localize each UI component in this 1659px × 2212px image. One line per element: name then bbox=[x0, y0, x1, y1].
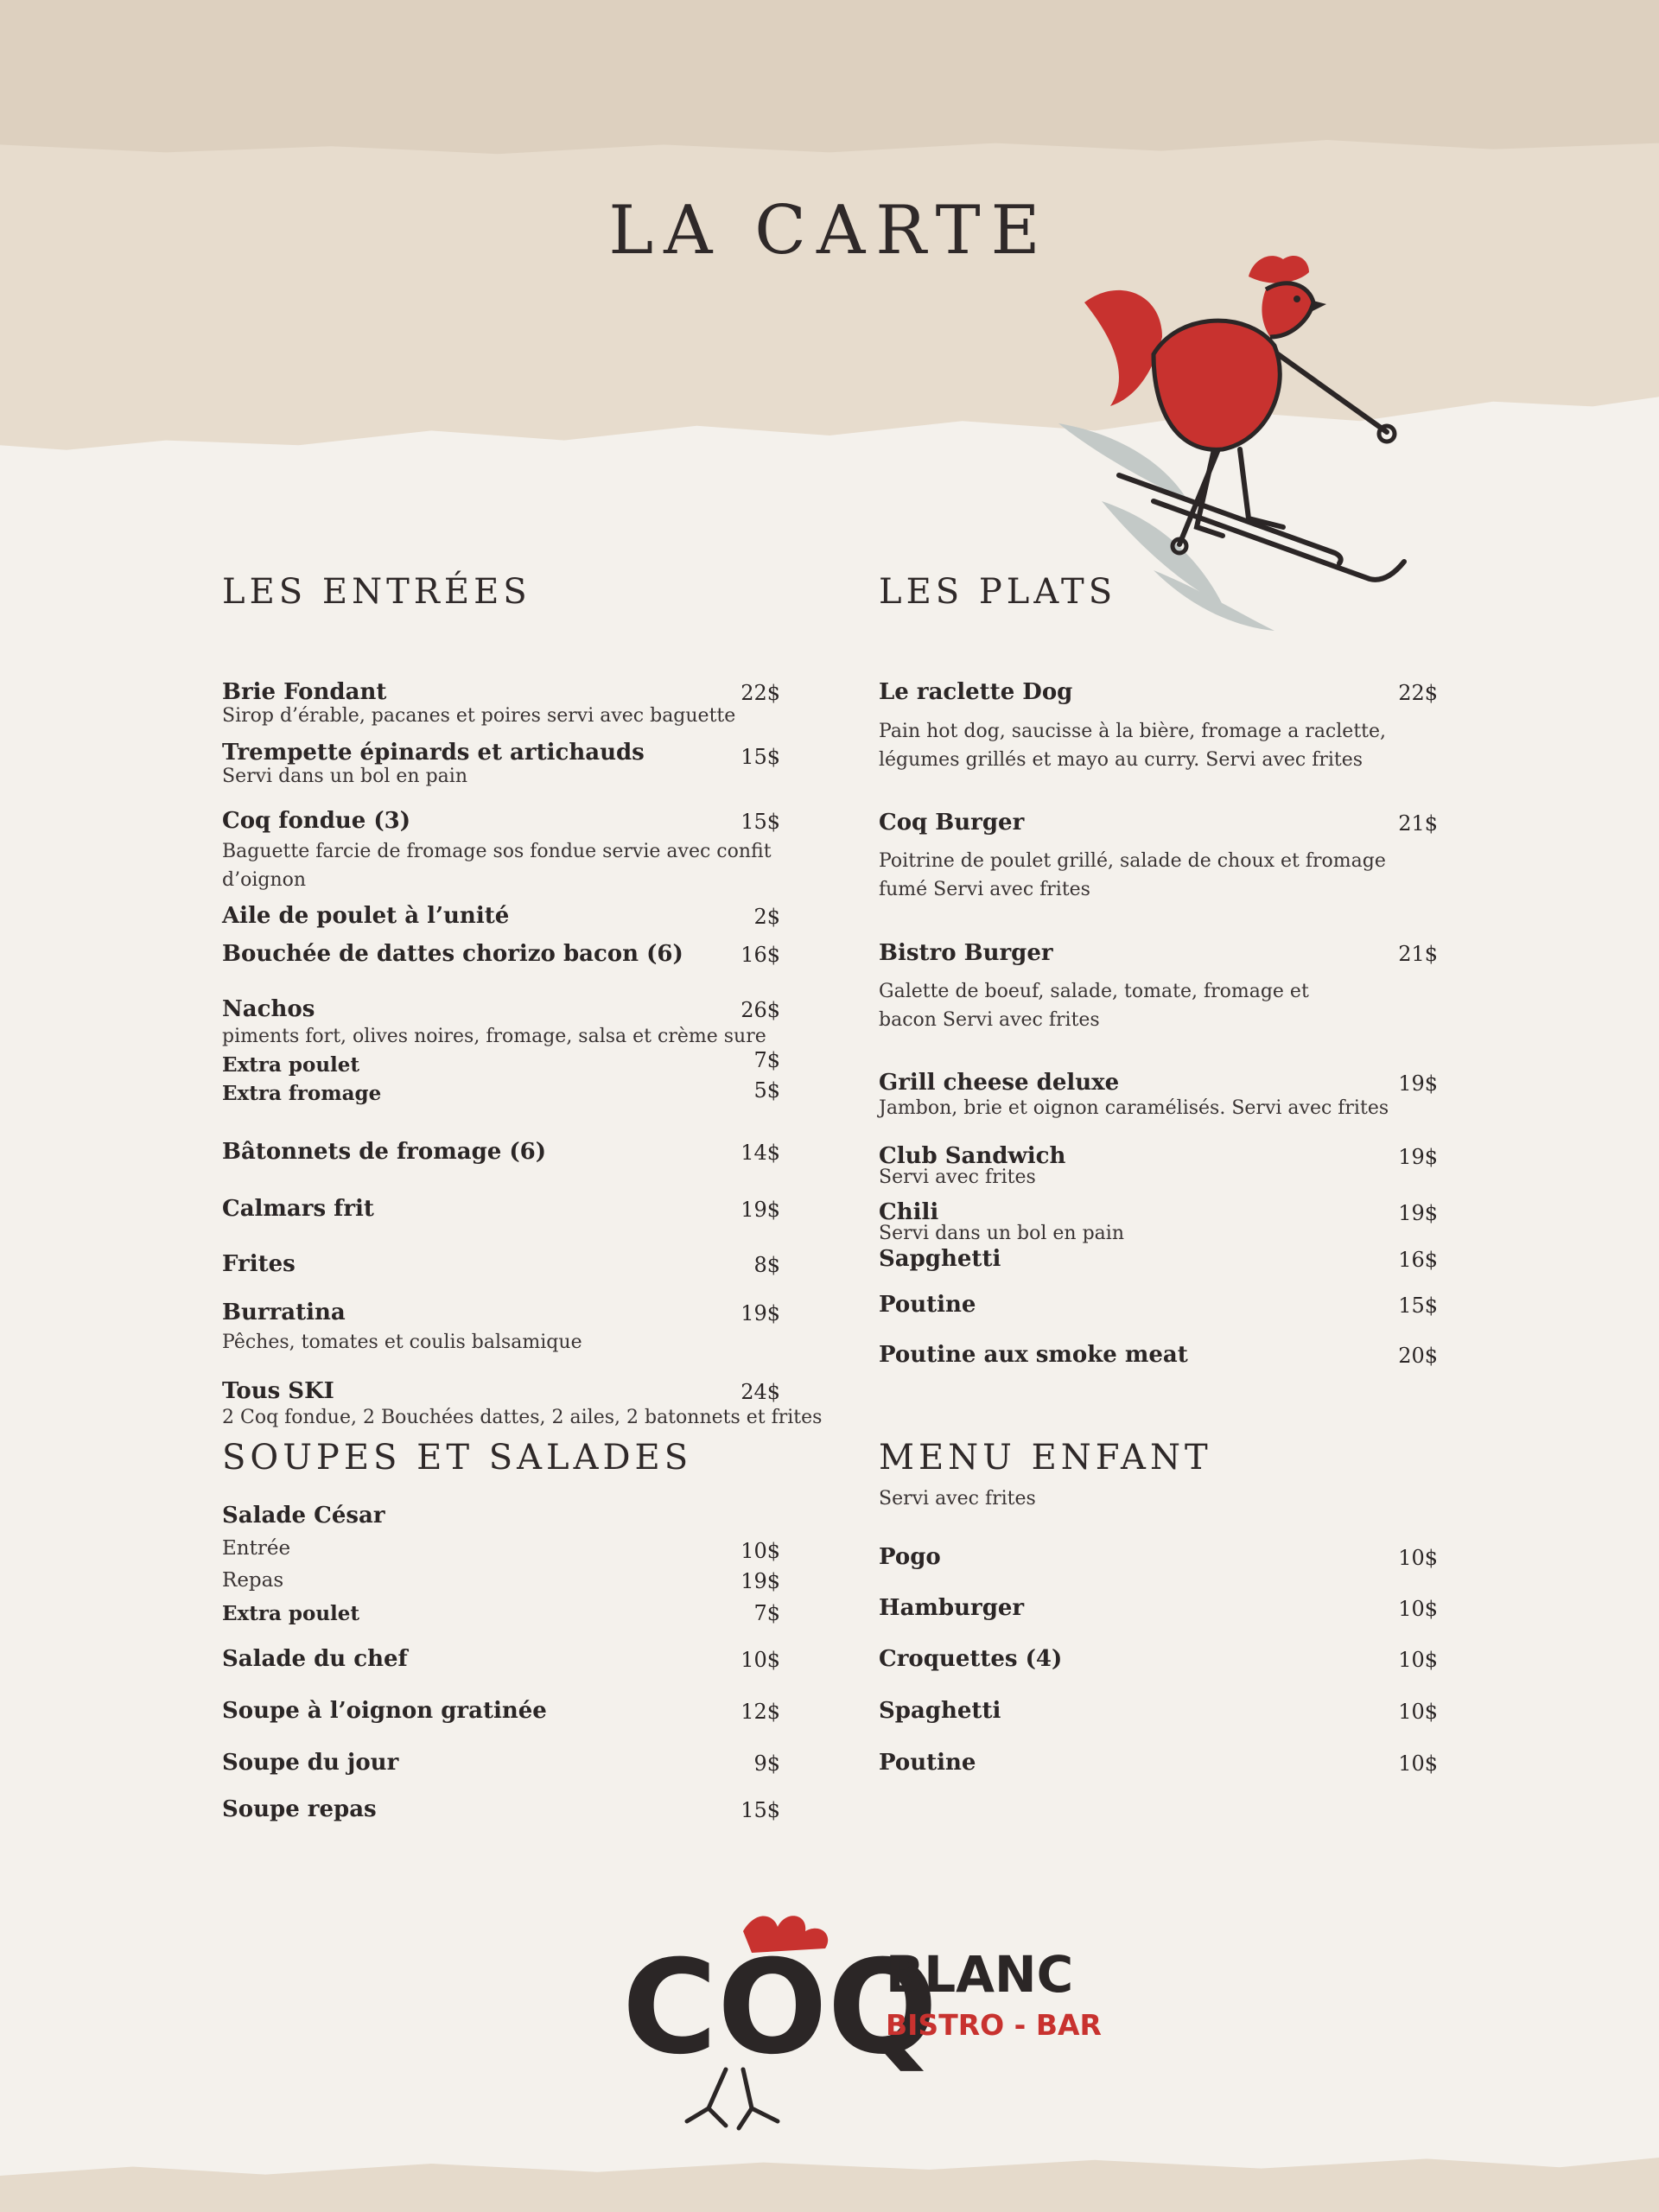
menu-item-name: Hamburger bbox=[879, 1595, 1025, 1621]
menu-item-price: 12$ bbox=[741, 1700, 780, 1724]
menu-item-price: 19$ bbox=[1398, 1201, 1438, 1225]
menu-item-price: 10$ bbox=[1398, 1751, 1438, 1776]
menu-item-name: Spaghetti bbox=[879, 1698, 1001, 1724]
menu-item-name: Coq fondue (3) bbox=[222, 808, 411, 834]
logo-word-bistro-bar: BISTRO - BAR bbox=[886, 2008, 1102, 2042]
menu-item-description: Pain hot dog, saucisse à la bière, fromage a raclette, légumes grillés et mayo au curry. Servi avec frites bbox=[879, 721, 1387, 771]
menu-item-name: Trempette épinards et artichauds bbox=[222, 740, 645, 766]
logo-word-coq: COQ bbox=[622, 1933, 938, 2083]
menu-item-name: Salade du chef bbox=[222, 1646, 408, 1672]
menu-item-price: 10$ bbox=[1398, 1648, 1438, 1672]
menu-item-name: Coq Burger bbox=[879, 810, 1025, 836]
menu-item-price: 15$ bbox=[741, 745, 780, 769]
menu-item-description: piments fort, olives noires, fromage, salsa et crème sure bbox=[222, 1026, 766, 1047]
menu-item-description: 2 Coq fondue, 2 Bouchées dattes, 2 ailes, 2 batonnets et frites bbox=[222, 1407, 823, 1428]
logo-word-blanc: BLANC bbox=[886, 1945, 1074, 2004]
menu-item-description: Baguette farcie de fromage sos fondue servie avec confit d’oignon bbox=[222, 841, 772, 891]
menu-item-name: Tous SKI bbox=[222, 1378, 334, 1404]
menu-item-price: 19$ bbox=[1398, 1145, 1438, 1169]
menu-item-description: Servi dans un bol en pain bbox=[879, 1223, 1124, 1244]
menu-item-name: Poutine bbox=[879, 1292, 976, 1318]
menu-item-name: Brie Fondant bbox=[222, 679, 387, 705]
menu-item-description: Galette de boeuf, salade, tomate, fromage et bacon Servi avec frites bbox=[879, 981, 1309, 1031]
menu-item-name: Calmars frit bbox=[222, 1196, 374, 1222]
menu-item-price: 19$ bbox=[741, 1569, 780, 1593]
menu-item-price: 21$ bbox=[1398, 942, 1438, 966]
menu-item-price: 10$ bbox=[1398, 1700, 1438, 1724]
menu-item-price: 20$ bbox=[1398, 1344, 1438, 1368]
menu-item-price: 24$ bbox=[741, 1380, 780, 1404]
menu-item-price: 7$ bbox=[753, 1601, 780, 1625]
menu-item-name: Soupe repas bbox=[222, 1796, 377, 1822]
menu-item-name: Poutine bbox=[879, 1750, 976, 1776]
menu-item-description: Sirop d’érable, pacanes et poires servi avec baguette bbox=[222, 705, 736, 727]
menu-item-price: 19$ bbox=[741, 1301, 780, 1325]
menu-item-price: 19$ bbox=[1398, 1071, 1438, 1096]
torn-paper-band bbox=[0, 0, 1659, 156]
menu-item-description: Poitrine de poulet grillé, salade de choux et fromage fumé Servi avec frites bbox=[879, 850, 1386, 900]
menu-item-name: Bâtonnets de fromage (6) bbox=[222, 1139, 547, 1165]
menu-extra-name: Extra poulet bbox=[222, 1053, 360, 1077]
menu-item-description: Pêches, tomates et coulis balsamique bbox=[222, 1332, 582, 1353]
menu-item-price: 22$ bbox=[741, 681, 780, 705]
menu-item-name: Soupe du jour bbox=[222, 1750, 399, 1776]
menu-item-description: Servi avec frites bbox=[879, 1166, 1036, 1188]
section-title-enfant: MENU ENFANT bbox=[879, 1438, 1212, 1478]
menu-item-name: Frites bbox=[222, 1251, 296, 1277]
menu-item-name: Grill cheese deluxe bbox=[879, 1070, 1120, 1096]
menu-extra-name: Extra poulet bbox=[222, 1602, 360, 1625]
menu-item-price: 7$ bbox=[753, 1048, 780, 1072]
menu-item-price: 22$ bbox=[1398, 681, 1438, 705]
menu-item-price: 10$ bbox=[741, 1539, 780, 1563]
menu-item-name: Le raclette Dog bbox=[879, 679, 1073, 705]
menu-item-name: Soupe à l’oignon gratinée bbox=[222, 1698, 547, 1724]
menu-item-price: 9$ bbox=[753, 1751, 780, 1776]
menu-item-price: 10$ bbox=[1398, 1597, 1438, 1621]
menu-item-name: Pogo bbox=[879, 1544, 941, 1570]
menu-item-price: 19$ bbox=[741, 1198, 780, 1222]
torn-paper-bottom bbox=[0, 2152, 1659, 2212]
menu-item-name: Croquettes (4) bbox=[879, 1646, 1063, 1672]
menu-item-price: 2$ bbox=[753, 905, 780, 929]
menu-item-name: Burratina bbox=[222, 1300, 346, 1325]
menu-item-price: 15$ bbox=[1398, 1294, 1438, 1318]
menu-variant-name: Repas bbox=[222, 1569, 284, 1592]
menu-item-name: Salade César bbox=[222, 1503, 385, 1529]
coq-blanc-logo bbox=[605, 1905, 1102, 2156]
menu-item-name: Chili bbox=[879, 1199, 939, 1225]
page-title: LA CARTE bbox=[608, 192, 1051, 270]
menu-item-price: 10$ bbox=[741, 1648, 780, 1672]
menu-item-name: Aile de poulet à l’unité bbox=[222, 903, 510, 929]
section-subtitle: Servi avec frites bbox=[879, 1488, 1036, 1510]
section-title-entrees: LES ENTRÉES bbox=[222, 572, 531, 612]
menu-variant-name: Entrée bbox=[222, 1537, 291, 1560]
menu-item-price: 14$ bbox=[741, 1141, 780, 1165]
menu-item-price: 16$ bbox=[1398, 1248, 1438, 1272]
menu-item-name: Bistro Burger bbox=[879, 940, 1053, 966]
menu-item-price: 16$ bbox=[741, 943, 780, 967]
menu-item-price: 21$ bbox=[1398, 811, 1438, 836]
menu-item-price: 8$ bbox=[753, 1253, 780, 1277]
menu-item-name: Sapghetti bbox=[879, 1246, 1001, 1272]
menu-item-description: Servi dans un bol en pain bbox=[222, 766, 467, 787]
menu-item-name: Bouchée de dattes chorizo bacon (6) bbox=[222, 941, 683, 967]
section-title-plats: LES PLATS bbox=[879, 572, 1117, 612]
menu-item-name: Club Sandwich bbox=[879, 1143, 1066, 1169]
menu-item-price: 15$ bbox=[741, 1798, 780, 1822]
menu-item-price: 5$ bbox=[753, 1078, 780, 1103]
menu-item-price: 26$ bbox=[741, 998, 780, 1022]
menu-item-name: Nachos bbox=[222, 996, 315, 1022]
section-title-soupes: SOUPES ET SALADES bbox=[222, 1438, 693, 1478]
menu-item-name: Poutine aux smoke meat bbox=[879, 1342, 1188, 1368]
menu-item-description: Jambon, brie et oignon caramélisés. Servi avec frites bbox=[879, 1097, 1389, 1119]
menu-item-price: 10$ bbox=[1398, 1546, 1438, 1570]
menu-extra-name: Extra fromage bbox=[222, 1082, 382, 1105]
menu-item-price: 15$ bbox=[741, 810, 780, 834]
